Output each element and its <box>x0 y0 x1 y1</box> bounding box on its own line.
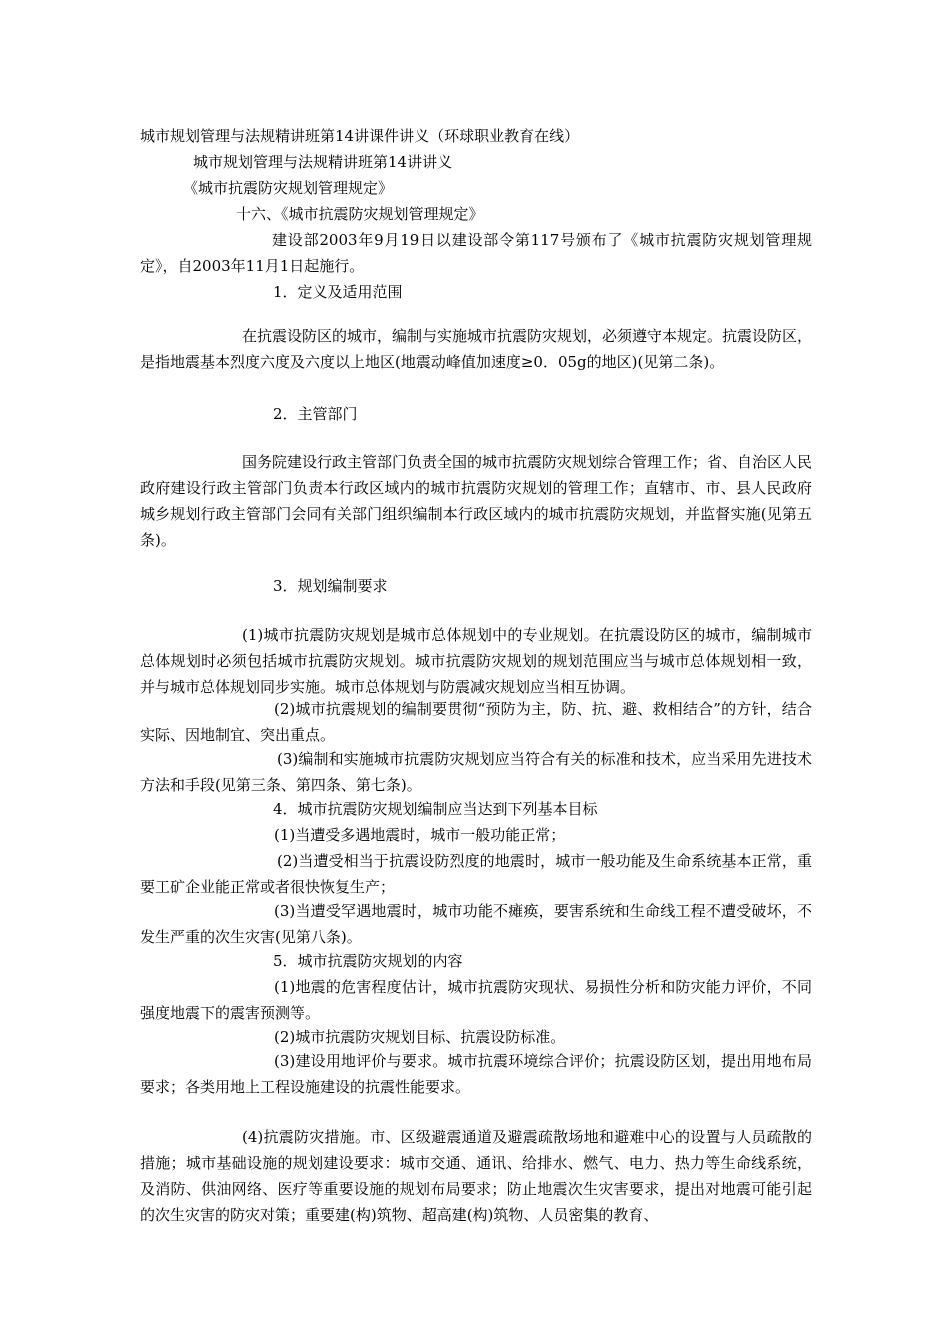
paragraph-authorities: 国务院建设行政主管部门负责全国的城市抗震防灾规划综合管理工作；省、自治区人民政府建设行政主管部门负责本行政区域内的城市抗震防灾规划的管理工作；直辖市、市、县人民政府城乡规划行政主管部门会同有关部门组织编制本行政区域内的城市抗震防灾规划，并监督实施(见第五条)。 <box>140 453 813 549</box>
subsection-heading-2: 2．主管部门 <box>273 405 358 423</box>
doc-subtitle: 城市规划管理与法规精讲班第14讲讲义 <box>193 153 453 171</box>
list-item: (1)当遭受多遇地震时，城市一般功能正常； <box>274 826 566 844</box>
list-item: (4)抗震防灾措施。市、区级避震通道及避震疏散场地和避难中心的设置与人员疏散的措施；城市基础设施的规划建设要求：城市交通、通讯、给排水、燃气、电力、热力等生命线系统，及消防、供油网络、医疗等重要设施的规划布局要求；防止地震次生灾害要求，提出对地震可能引起的次生灾害的防灾对策；重要建(构)筑物、超高建(构)筑物、人员密集的教育、 <box>140 1128 812 1224</box>
paragraph-scope: 在抗震设防区的城市，编制与实施城市抗震防灾规划，必须遵守本规定。抗震设防区，是指地震基本烈度六度及六度以上地区(地震动峰值加速度≥0．05g的地区)(见第二条)。 <box>140 327 813 371</box>
subsection-heading-1: 1．定义及适用范围 <box>273 283 403 301</box>
doc-title: 城市规划管理与法规精讲班第14讲课件讲义（环球职业教育在线） <box>140 127 580 145</box>
list-item: (1)地震的危害程度估计，城市抗震防灾现状、易损性分析和防灾能力评价，不同强度地震下的震害预测等。 <box>140 978 812 1022</box>
list-item: (2)当遭受相当于抗震设防烈度的地震时，城市一般功能及生命系统基本正常，重要工矿企业能正常或者很快恢复生产； <box>140 852 812 896</box>
subsection-heading-3: 3．规划编制要求 <box>273 577 388 595</box>
list-item: (2)城市抗震防灾规划目标、抗震设防标准。 <box>274 1028 566 1046</box>
list-item: (3)编制和实施城市抗震防灾规划应当符合有关的标准和技术，应当采用先进技术方法和手段(见第三条、第四条、第七条)。 <box>140 750 812 794</box>
subsection-heading-4: 4．城市抗震防灾规划编制应当达到下列基本目标 <box>273 800 598 818</box>
regulation-title: 《城市抗震防灾规划管理规定》 <box>183 179 394 197</box>
section-heading: 十六、《城市抗震防灾规划管理规定》 <box>236 205 484 223</box>
list-item: (3)当遭受罕遇地震时，城市功能不瘫痪，要害系统和生命线工程不遭受破坏，不发生严重的次生灾害(见第八条)。 <box>140 902 812 946</box>
list-item: (2)城市抗震规划的编制要贯彻“预防为主，防、抗、避、救相结合”的方针，结合实际、因地制宜、突出重点。 <box>140 700 812 744</box>
list-item: (3)建设用地评价与要求。城市抗震环境综合评价；抗震设防区划，提出用地布局要求；各类用地上工程设施建设的抗震性能要求。 <box>140 1052 812 1096</box>
section-intro: 建设部2003年9月19日以建设部令第117号颁布了《城市抗震防灾规划管理规定》，自2003年11月1日起施行。 <box>140 231 812 275</box>
list-item: (1)城市抗震防灾规划是城市总体规划中的专业规划。在抗震设防区的城市，编制城市总体规划时必须包括城市抗震防灾规划。城市抗震防灾规划的规划范围应当与城市总体规划相一致，并与城市总体规划同步实施。城市总体规划与防震减灾规划应当相互协调。 <box>140 626 812 696</box>
subsection-heading-5: 5．城市抗震防灾规划的内容 <box>273 952 463 970</box>
